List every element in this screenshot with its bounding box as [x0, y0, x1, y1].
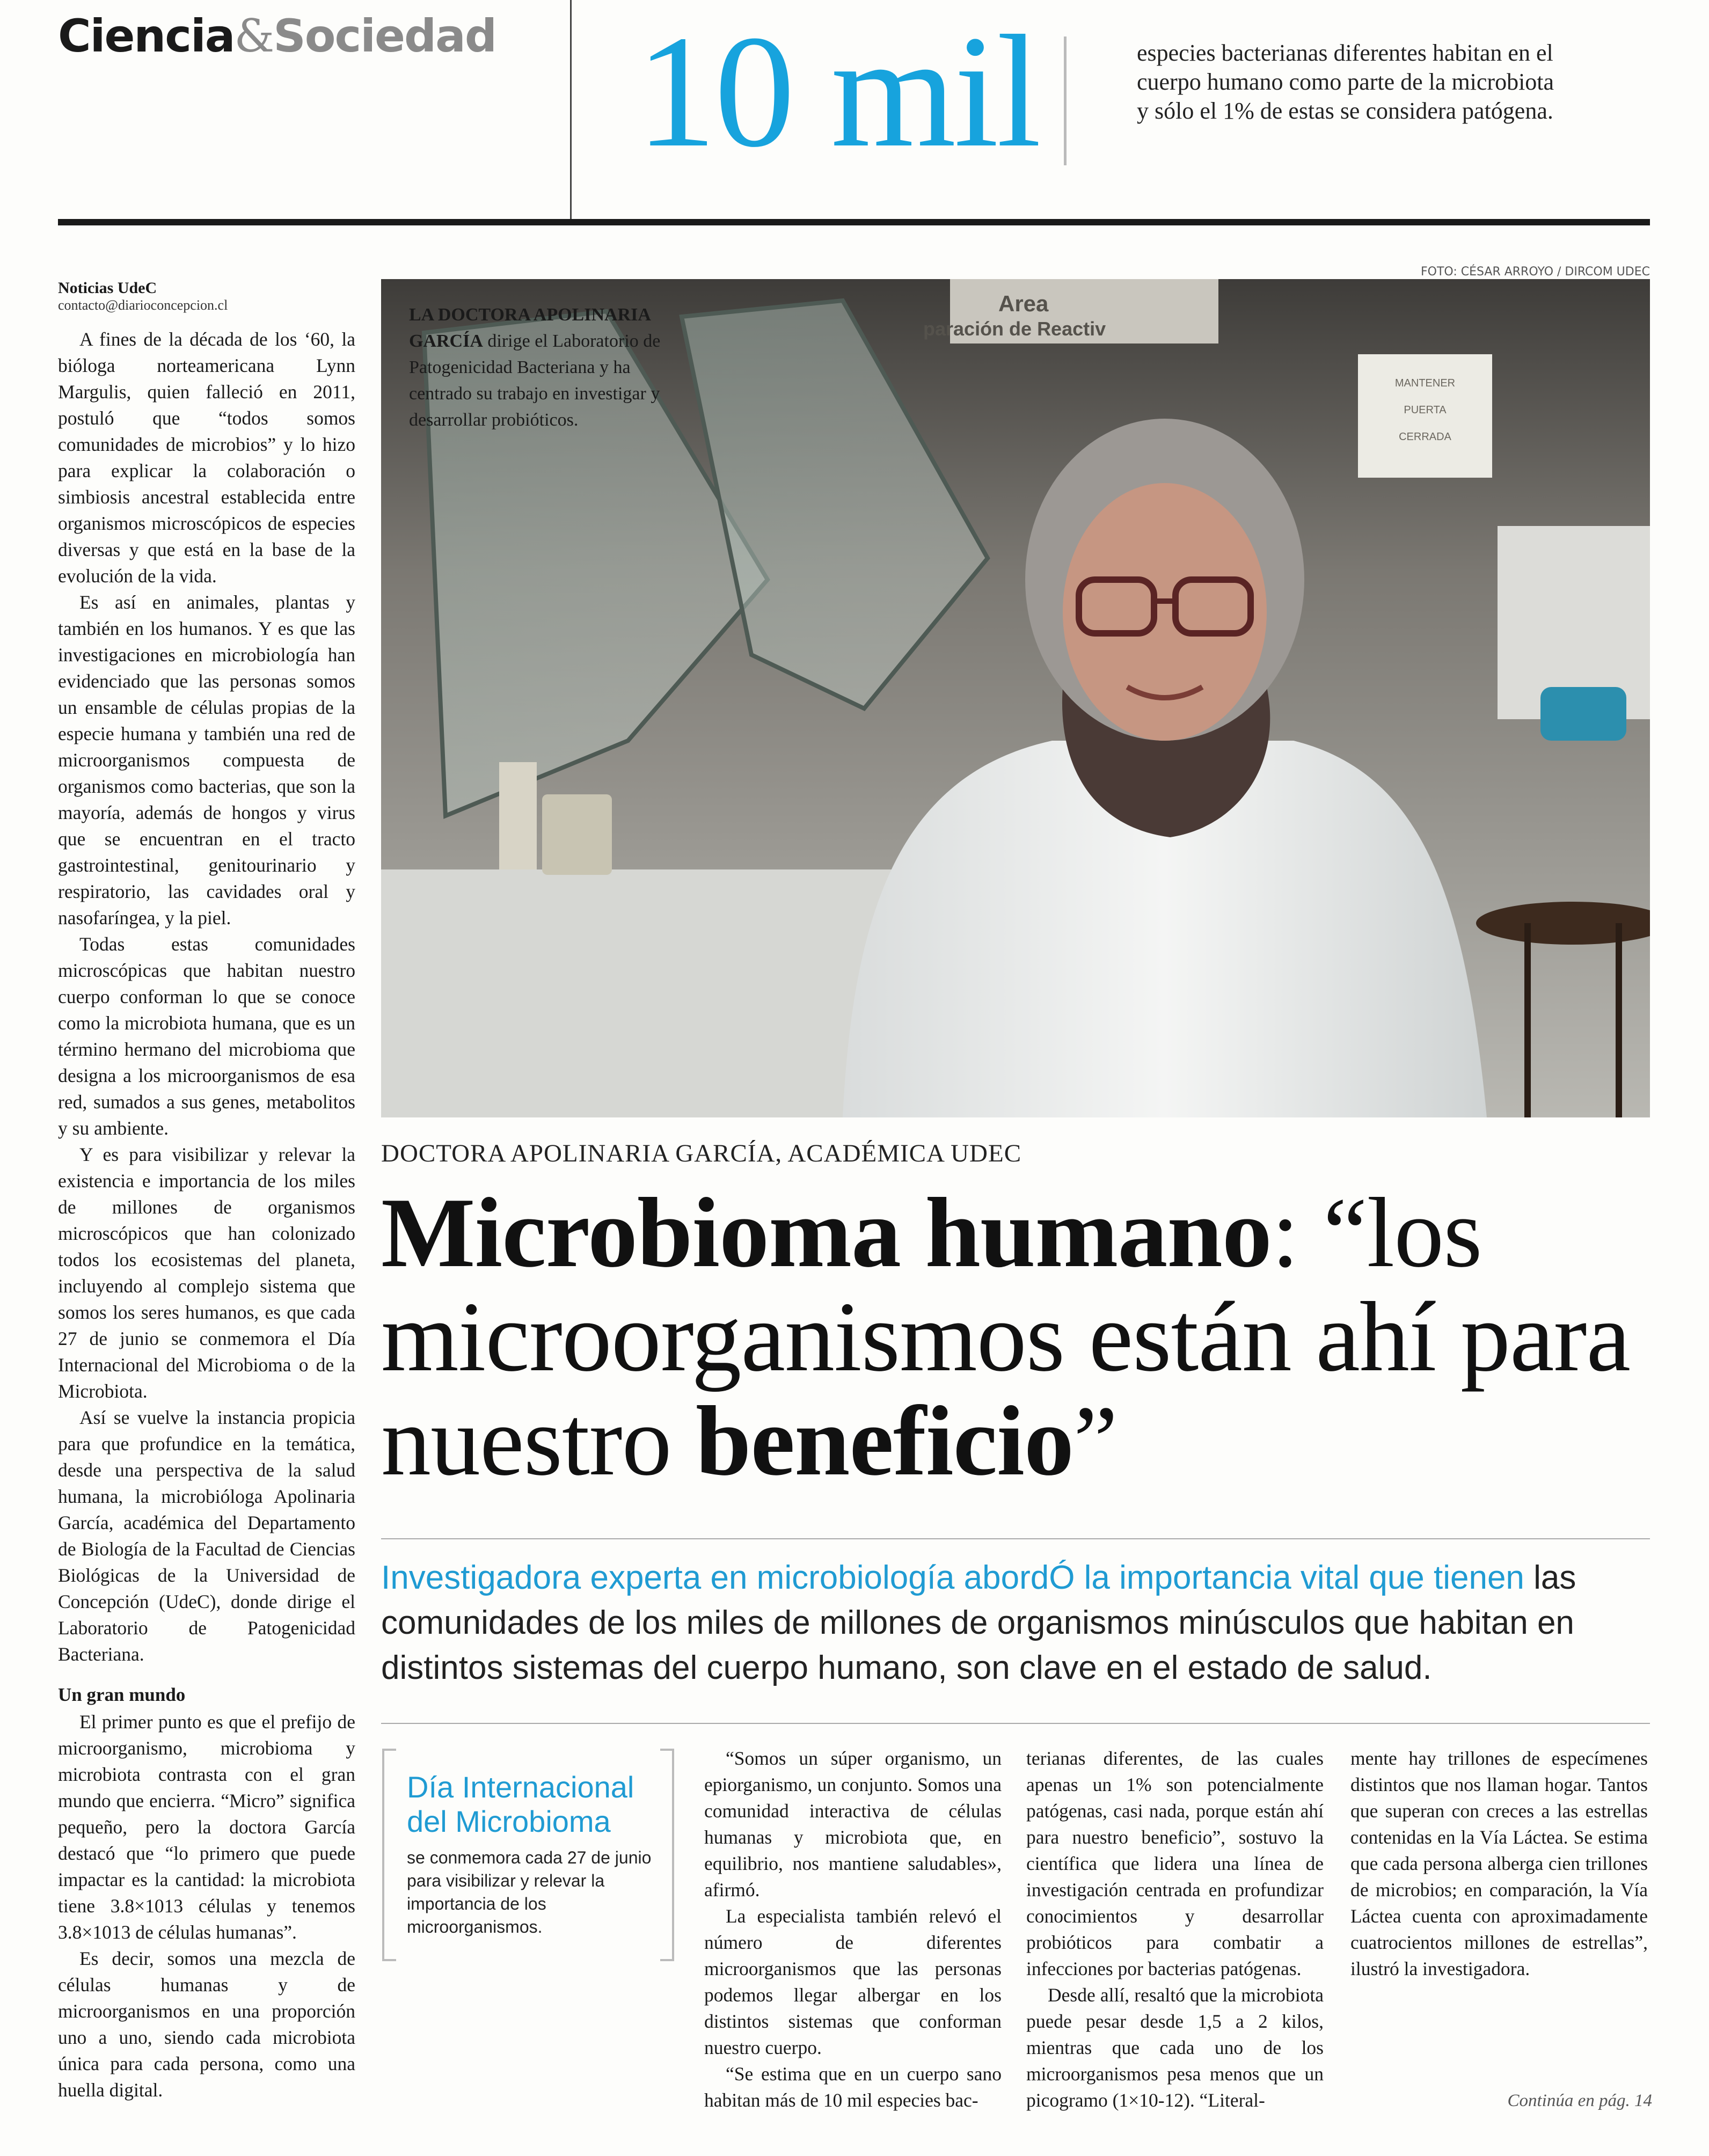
left-column: [58, 326, 355, 2103]
body-column-3: [1350, 1745, 1648, 1982]
continued-on-page[interactable]: Continúa en pág. 14: [1507, 2091, 1652, 2110]
deck-lead: Investigadora experta en microbiología abordÓ la importancia vital que tienen: [381, 1559, 1534, 1596]
sidebar-bracket-left: [382, 1749, 396, 1961]
big-stat-number: 10 mil: [636, 2, 1040, 180]
paragraph: “Somos un súper organismo, un epiorganismo, un conjunto. Somos una comunidad interactiva de células humanas y microbiota que, en equilibrio, nos mantiene saludables», afirmó.: [704, 1748, 1002, 1901]
section-title-ampersand: &: [234, 10, 274, 62]
deck-text: las comunidades de los miles de millones de organismos minúsculos que habitan en distintos sistemas del cuerpo humano, son clave en el estado de salud.: [381, 1559, 1576, 1686]
headline: [381, 1178, 1659, 1496]
door-note-line-2: PUERTA: [1404, 404, 1447, 416]
paragraph: Y es para visibilizar y relevar la existencia e importancia de los miles de millones de organismos microscópicos que han colonizado todos los ecosistemas del planeta, incluyendo al complejo sistema que somos los seres humanos, es que cada 27 de junio se conmemora el Día Internacional del Microbioma o de la Microbiota.: [58, 1144, 355, 1402]
paragraph: A fines de la década de los ‘60, la bióloga norteamericana Lynn Margulis, quien falleció en 2011, postuló que “todos somos comunidades de microbios” y lo hizo para explicar la colaboración o simbiosis ancestral establecida entre organismos microscópicos de especies diversas y que está en la base de la evolución de la vida.: [58, 328, 355, 587]
masthead-divider: [570, 0, 572, 220]
body-rule: [381, 1723, 1650, 1724]
headline-end: ”: [1073, 1386, 1118, 1496]
paragraph: Desde allí, resaltó que la microbiota puede pesar desde 1,5 a 2 kilos, mientras que cada uno de los microorganismos pesa menos que un picogramo (1×10-12). “Literal-: [1026, 1984, 1324, 2111]
paragraph: La especialista también relevó el número de diferentes microorganismos que las personas podemos llegar albergar en los distintos sistemas que conforman nuestro cuerpo.: [704, 1905, 1002, 2058]
face: [1063, 483, 1267, 741]
byline-name: Noticias UdeC: [58, 279, 157, 297]
section-title: [58, 10, 496, 62]
stat-accent-bar: [1064, 36, 1067, 165]
wall-sign-text: Area: [998, 291, 1049, 316]
photo-caption: [409, 302, 671, 433]
paragraph: Así se vuelve la instancia propicia para que profundice en la temática, desde una perspectiva de la salud humana, la microbióloga Apolinaria García, académica del Departamento de Biología de la Facultad de Ciencias Biológicas de la Universidad de Concepción (UdeC), donde dirige el Laboratorio de Patogenicidad Bacteriana.: [58, 1407, 355, 1665]
paragraph: Todas estas comunidades microscópicas que habitan nuestro cuerpo conforman lo que se conoce como la microbiota humana, que es un término hermano del microbioma que designa a los microorganismos de esa red, sumados a sus genes, metabolitos y su ambiente.: [58, 933, 355, 1139]
paragraph: “Se estima que en un cuerpo sano habitan más de 10 mil especies bac-: [704, 2063, 1002, 2111]
headline-bold-2: beneficio: [696, 1386, 1073, 1496]
paragraph: Es así en animales, plantas y también en los humanos. Y es que las investigaciones en microbiología han evidenciado que las personas somos un ensamble de células propias de la especie humana y también una red de microorganismos compuesta de organismos como bacterias, que son la mayoría, además de hongos y virus que se encuentran en el tracto gastrointestinal, genitourinario y respiratorio, las cavidades oral y nasofaríngea, y la piel.: [58, 591, 355, 929]
sidebar-title: Día Internacional del Microbioma: [407, 1770, 634, 1838]
kicker: DOCTORA APOLINARIA GARCÍA, ACADÉMICA UDEC: [381, 1139, 1022, 1167]
byline-email: contacto@diarioconcepcion.cl: [58, 297, 228, 313]
headline-mid: : “los microorganismos están ahí para nuestro: [381, 1178, 1631, 1496]
header-rule: [58, 219, 1650, 225]
paragraph: terianas diferentes, de las cuales apenas un 1% son potencialmente patógenas, casi nada, porque están ahí para nuestro beneficio”, sostuvo la científica que lidera una línea de investigación centrada en profundizar conocimientos y desarrollar probióticos para combatir a infecciones por bacterias patógenas.: [1026, 1748, 1324, 1979]
subheading: Un gran mundo: [58, 1684, 186, 1705]
deck: [381, 1555, 1653, 1691]
section-title-sociedad: Sociedad: [273, 10, 496, 62]
paragraph: mente hay trillones de especímenes distintos que nos llaman hogar. Tantos que superan con creces a las estrellas contenidas en la Vía Láctea. Se estima que cada persona alberga cien trillones de microbios; en comparación, la Vía Láctea cuenta con aproximadamente cuatrocientos millones de estrellas”, ilustró la investigadora.: [1350, 1748, 1648, 1979]
door-note-line-1: MANTENER: [1394, 377, 1456, 389]
door-note: [1358, 354, 1492, 478]
paragraph: El primer punto es que el prefijo de microorganismo, microbioma y microbiota contrasta con el gran mundo que encierra. “Micro” significa pequeño, pero la doctora García destacó que “lo primero que puede impactar es la cantidad: la microbiota tiene 3.8×1013 células y tenemos 3.8×1013 de células humanas”.: [58, 1711, 355, 1943]
headline-bold-1: Microbioma humano: [381, 1178, 1272, 1288]
body-column-1: [704, 1745, 1002, 2114]
stat-description: especies bacterianas diferentes habitan en el cuerpo humano como parte de la microbiota y sólo el 1% de estas se considera patógena.: [1137, 40, 1554, 124]
body-column-2: [1026, 1745, 1324, 2114]
section-title-ciencia: Ciencia: [58, 10, 235, 62]
byline: [58, 279, 359, 313]
caption-lead: LA DOCTORA APOLINARIA GARCÍA: [409, 305, 651, 351]
sidebar-text: se conmemora cada 27 de junio para visibilizar y relevar la importancia de los microorganismos.: [407, 1848, 652, 1936]
caption-text: dirige el Laboratorio de Patogenicidad Bacteriana y ha centrado su trabajo en investigar y desarrollar probióticos.: [409, 331, 661, 430]
paragraph: Es decir, somos una mezcla de células humanas y de microorganismos en una proporción uno a uno, siendo cada microbiota única para cada persona, como una huella digital.: [58, 1948, 355, 2101]
photo-credit: FOTO: CÉSAR ARROYO / DIRCOM UDEC: [1421, 265, 1650, 279]
deck-rule: [381, 1538, 1650, 1539]
wall-sign-text-2: paración de Reactiv: [923, 318, 1106, 340]
sidebar-bracket-right: [660, 1749, 674, 1961]
door-note-line-3: CERRADA: [1399, 431, 1451, 443]
